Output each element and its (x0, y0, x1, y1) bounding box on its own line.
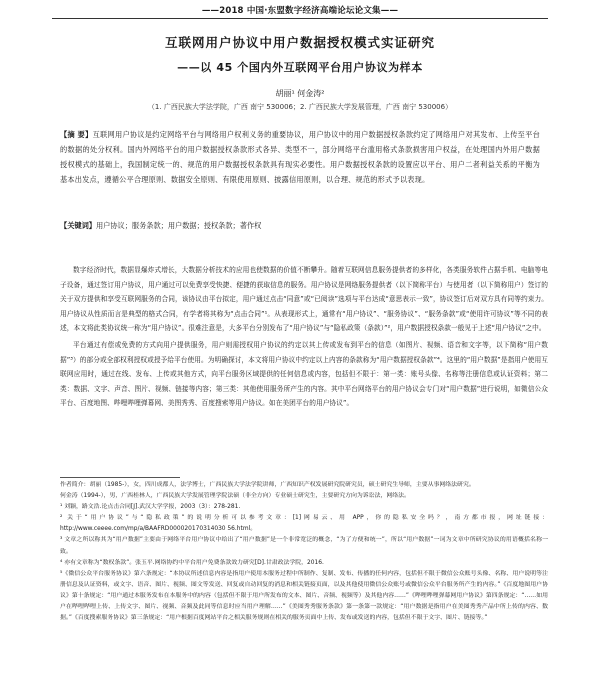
footnote: 何金涛（1994-），男，广西桂林人，广西民族大学发展管理学院法硕（非全方向）专业硕士研究生，主要研究方向为诉讼法，网络法。 (60, 493, 410, 500)
footnote: ³ 文章之所以称其为“用户数据”主要由于网络平台用户协议中给出了“用户数据”是一个非常宽泛的概念，“为了方便和统一”，所以“用户数据”一词为文章中所研究协议的用语概括名称一致。 (60, 537, 548, 555)
affiliation: （1. 广西民族大学法学院，广西 南宁 530006；2. 广西民族大学发展管理，广西 南宁 530006） (147, 103, 453, 111)
footnote: 作者简介：胡丽（1985-），女，四川成都人，法学博士，广西民族大学法学院讲师，广西知识产权发展研究院研究员，硕士研究生导师，主要从事网络法研究。 (60, 482, 475, 488)
body-paragraph: 平台通过有偿或免费的方式向用户提供服务，用户则需授权用户协议的约定以其上传或发布到平台的信息（如图片、视频、语音和文字等，以下简称“用户数据”³）的部分或全部权利授权或授予给平台使用。为明确探讨，本文将用户协议中约定以上内容的条款称为“用户数据授权条款”⁴。这里的“用户数据”是指用户使用互联网应用时，通过在线、发布、上传或其他方式，向平台服务区域提供的任何信息或内容，包括但不限于：第一类：账号头像、名称等注册信息或认证资料；第二类：数据、文字、声音、图片、视频、链接等内容；第三类：其他使用服务所产生的内容。其中平台网络平台的用户协议会专门对“用户数据”进行说明，如微信公众平台、百度地图、哔哩哔哩弹幕网、美图秀秀、百度搜索等用户协议。如在美团平台的用户协议”。 (60, 340, 548, 408)
keywords (60, 219, 540, 233)
body-paragraph: 数字经济时代，数据显爆炸式增长，大数据分析技术的应用也使数据的价值不断攀升。随着互联网信息服务提供者的多样化，各类服务软件占据手机、电脑等电子设备，通过签订用户协议，用户通过可以免费享受快捷、便捷的获取信息的服务。用户协议是网络服务提供者（以下简称平台）与使用者（以下简称用户）签订的关于双方提供和享受互联网服务的合同，该协议由平台拟定，用户通过点击“同意”或“已阅读”选项与平台达成“意思表示一致”，协议签订后对双方具有同等约束力。用户协议从性质而言是典型的格式合同，有学者将其称为“点击合同”¹。从表现形式上，通常有“用户协议”、“服务协议”、“服务条款”或“使用许可协议”等不同的表述，本文将此类协议统一称为“用户协议”。很难注意是，大多平台分别发布了“用户协议”与“隐私政策（条款）”²，用户数据授权条款一般见于上述“用户协议”之中。 (60, 266, 548, 333)
footnote: ¹ 刘颖，路文浩.论点击合同[J].武汉大学学报，2003（3）：278-281. (60, 504, 241, 511)
abstract-text: 互联网用户协议是约定网络平台与网络用户权利义务的重要协议，用户协议中的用户数据授权条款约定了网络用户对其发布、上传至平台的数据的处分权利。国内外网络平台的用户数据授权条款形式各异、类型不一，部分网络平台滥用格式条款损害用户权益，在处理国内外用户数据授权模式的基础上，我国制定统一的、规范的用户数据授权条款具有现实必要性。用户数据授权条款的设置应以平台、用户二者利益关系的平衡为基本出发点，遵循公平合理原则、数据安全原则、有限使用原则、披露信用原则，以合理、规范的形式予以表现。 (60, 130, 540, 184)
keywords-label: 【关键词】 (60, 221, 96, 230)
keywords-text: 用户协议；服务条款；用户数据；授权条款；著作权 (95, 221, 262, 230)
footnote: ⁵《微信公众平台服务协议》第六条规定：“本协议所述信息内容是指用户使用本服务过程中所制作、复制、发布、传播的任何内容，包括但不限于微信公众账号头像、名称、用户说明等注册信息及认证资料，或文字、语音、图片、视频、图文等发送、回复或自动回复的消息和相关链接页面，以及其他使用微信公众账号或微信公众平台服务所产生的内容。”《百度地图用户协议》第十条规定：“用户通过本服务发布在本服务中的内容（包括但不限于用户所发布的文本、图片、音频、视频等）及其他内容……”《哔哩哔哩弹幕网用户协议》第四条规定：“……如用户在哔哩哔哩上传、上传文字、图片、视频、音频及此同等信息时应当用户理解……”《美图秀秀服务条款》第一条第一款规定：“用户数据是指用户在美图秀秀产品中所上传的内容、数据。”《百度搜索服务协议》第三条规定：“用户根据百度网站平台之相关服务规则在相关的服务页面中上传、发布或发送的内容，包括但不限于文字、图片、链接等。” (60, 570, 548, 622)
footnote: ² 关于“用户协议”与“隐私政策”的说明分析可以参考文章：[1]网易云、用 APP，你的隐私安全吗？，南方都市报，网址链接：http://www.ceeee.com/mp/a/BAAFRD000020170314030 56.html。 (60, 515, 548, 533)
footnotes (60, 480, 548, 624)
paper-title: 互联网用户协议中用户数据授权模式实证研究 (164, 35, 435, 50)
authors: 胡丽¹ 何金涛² (275, 89, 325, 98)
abstract-label: 【摘 要】 (60, 130, 93, 139)
abstract (60, 127, 540, 187)
paper-subtitle: ——以 45 个国内外互联网平台用户协议为样本 (177, 61, 423, 74)
footnote: ⁴ 亦有文章称为“数权条款”。张玉平.网络协约中平台用户免费条款效力研究[D].甘肃政法学院，2016. (60, 559, 324, 566)
footnote-rule (60, 477, 180, 478)
header-rule (52, 18, 548, 19)
body-text (60, 263, 548, 413)
running-header: ——2018 中国·东盟数字经济高端论坛论文集—— (201, 6, 399, 16)
